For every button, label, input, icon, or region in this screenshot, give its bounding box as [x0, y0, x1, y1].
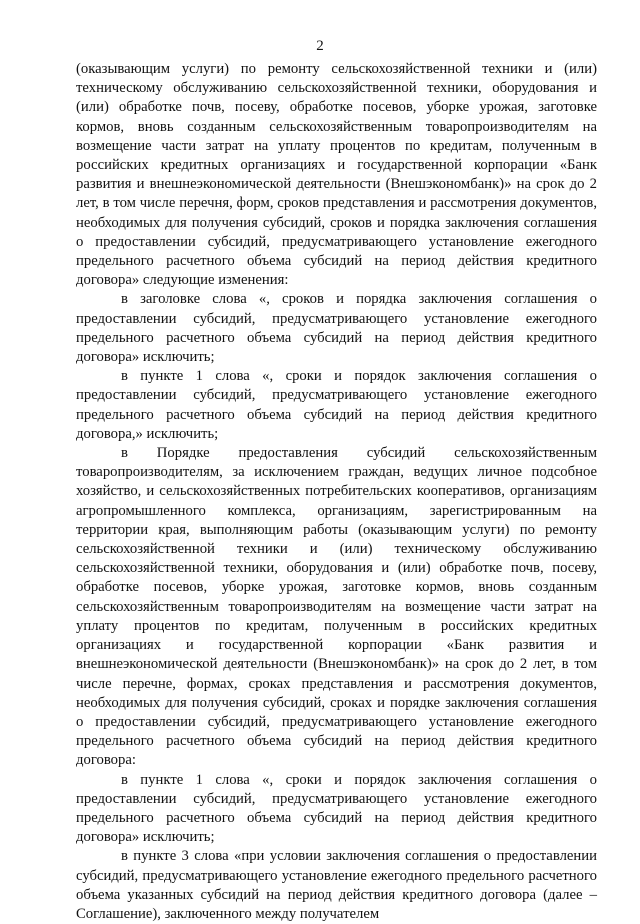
paragraph-continuation: (оказывающим услуги) по ремонту сельскохозяйственной техники и (или) техническому обслуживанию сельскохозяйственной техники, оборудования и (или) обработке почв, посеву, обработке посевов, уборке урожая, заготовке кормов, вновь созданным сельскохозяйственным товаропроизводителям на возмещение части затрат на уплату процентов по кредитам, полученным в российских кредитных организациях и государственной корпорации «Банк развития и внешнеэкономической деятельности (Внешэкономбанк)» на срок до 2 лет, в том числе перечня, форм, сроков представления и рассмотрения документов, необходимых для получения субсидий, сроков и порядка заключения соглашения о предоставлении субсидий, предусматривающего установление ежегодного предельного расчетного объема субсидий на период действия кредитного договора» следующие изменения:	[76, 61, 597, 289]
paragraph-procedure-point-1: в пункте 1 слова «, сроки и порядок заключения соглашения о предоставлении субсидий, предусматривающего установление ежегодного предельного расчетного объема субсидий на период действия кредитного договора» исключить;	[76, 771, 597, 846]
paragraph-procedure-point-3: в пункте 3 слова «при условии заключения соглашения о предоставлении субсидий, предусматривающего установление ежегодного предельного расчетного объема указанных субсидий на период действия кредитного договора (далее – Соглашение), заключенного между получателем	[76, 848, 597, 922]
paragraph-title-amendment: в заголовке слова «, сроков и порядка заключения соглашения о предоставлении субсидий, предусматривающего установление ежегодного предельного расчетного объема субсидий на период действия кредитного договора» исключить;	[76, 291, 597, 366]
document-body	[76, 60, 597, 924]
page-number: 2	[316, 38, 324, 54]
paragraph-procedure-amendment: в Порядке предоставления субсидий сельскохозяйственным товаропроизводителям, за исключением граждан, ведущих личное подсобное хозяйство, и сельскохозяйственных потребительских кооперативов, организациям агропромышленного комплекса, организациям, зарегистрированным на территории края, выполняющим работы (оказывающим услуги) по ремонту сельскохозяйственной техники и (или) техническому обслуживанию сельскохозяйственной техники, оборудования и (или) обработке почв, посеву, обработке посевов, уборке урожая, заготовке кормов, вновь созданным сельскохозяйственным товаропроизводителям на возмещение части затрат на уплату процентов по кредитам, полученным в российских кредитных организациях и государственной корпорации «Банк развития и внешнеэкономической деятельности (Внешэкономбанк)» на срок до 2 лет, в том числе перечне, формах, сроках представления и рассмотрения документов, необходимых для получения субсидий, сроках и порядке заключения соглашения о предоставлении субсидий, предусматривающего установление ежегодного предельного расчетного объема субсидий на период действия кредитного договора:	[76, 445, 597, 769]
paragraph-point-1-amendment: в пункте 1 слова «, сроки и порядок заключения соглашения о предоставлении субсидий, предусматривающего установление ежегодного предельного расчетного объема субсидий на период действия кредитного договора,» исключить;	[76, 368, 597, 442]
